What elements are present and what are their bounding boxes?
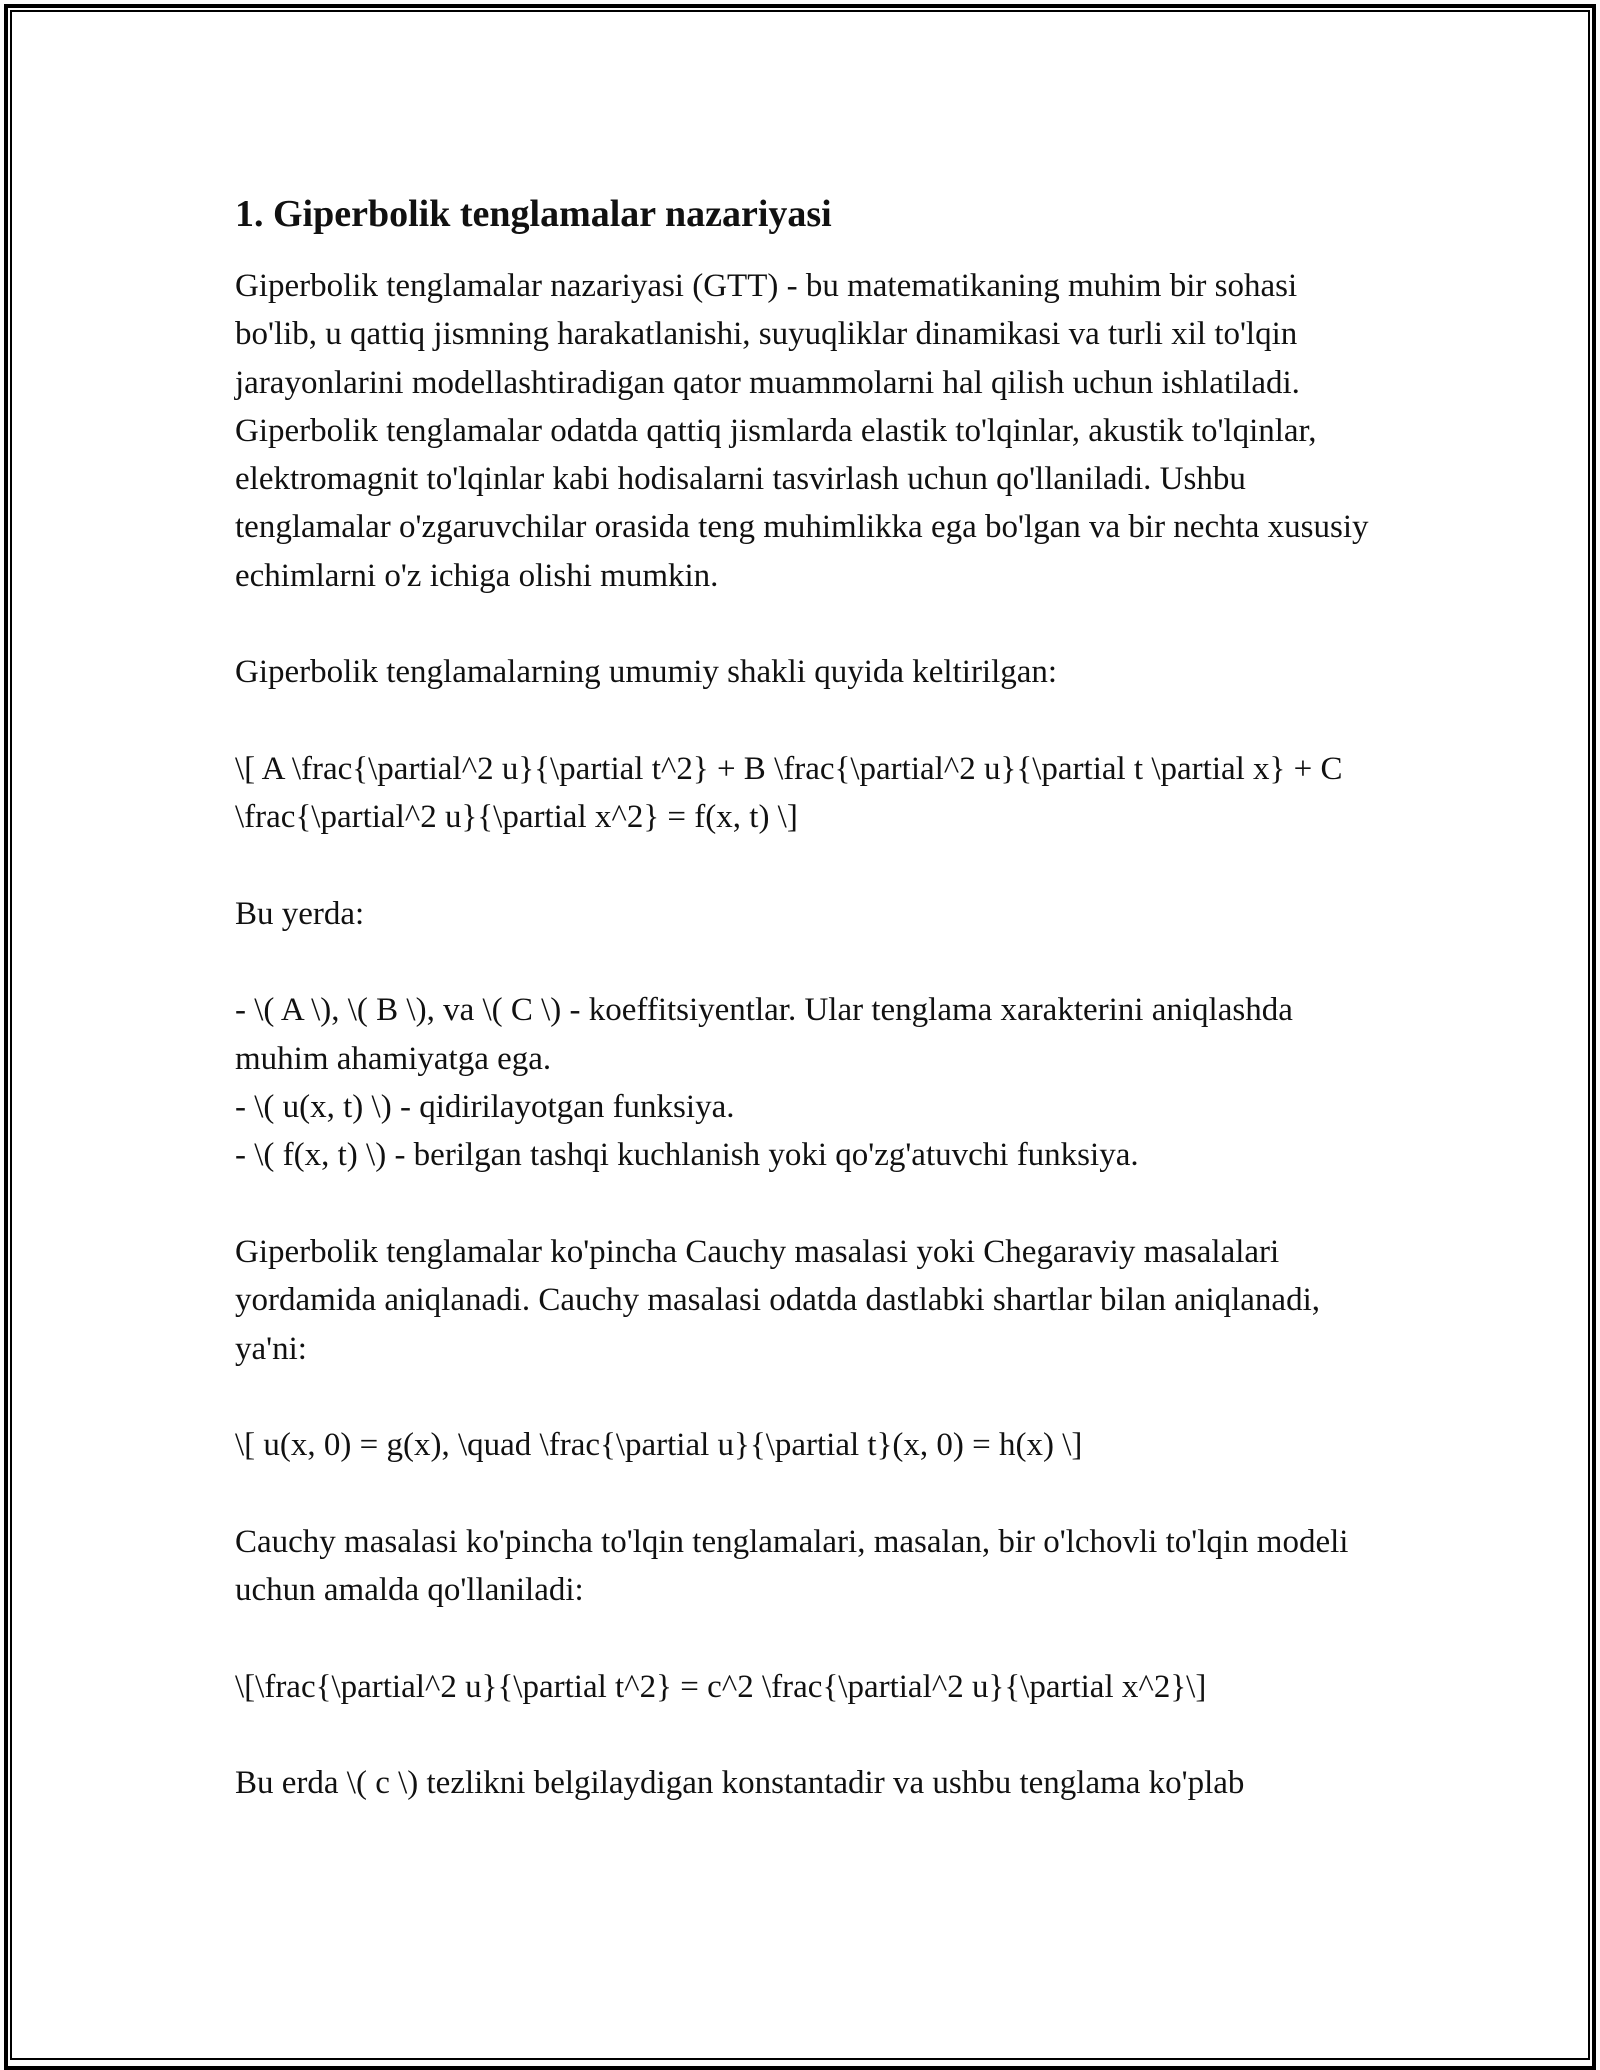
cauchy-paragraph: Giperbolik tenglamalar ko'pincha Cauchy masalasi yoki Chegaraviy masalalari yordamida aniqlanadi. Cauchy masalasi odatda dastlabki shartlar bilan aniqlanadi, ya'ni: [235, 1233, 1329, 1367]
paragraph-gap [235, 1469, 1375, 1517]
paragraph-gap [235, 842, 1375, 890]
initial-conditions-equation: \[ u(x, 0) = g(x), \quad \frac{\partial u}{\partial t}(x, 0) = h(x) \] [235, 1427, 1083, 1464]
paragraph-gap [235, 1614, 1375, 1662]
where-label: Bu yerda: [235, 895, 365, 932]
wave-equation: \[\frac{\partial^2 u}{\partial t^2} = c^2 \frac{\partial^2 u}{\partial x^2}\] [235, 1668, 1207, 1705]
definitions-list: - \( A \), \( B \), va \( C \) - koeffitsiyentlar. Ular tenglama xarakterini aniqlashda muhim ahamiyatga ega. - \( u(x, t) \) - qidirilayotgan funksiya. - \( f(x, t) \) - berilgan tashqi kuchlanish yoki qo'zg'atuvchi funksiya. [235, 992, 1293, 1174]
document-body [235, 188, 1375, 1808]
intro-paragraph: Giperbolik tenglamalar nazariyasi (GTT) - bu matematikaning muhim bir sohasi bo'lib, u qattiq jismning harakatlanishi, suyuqliklar dinamikasi va turli xil to'lqin jarayonlarini modellashtiradigan qator muammolarni hal qilish uchun ishlatiladi. Giperbolik tenglamalar odatda qattiq jismlarda elastik to'lqinlar, akustik to'lqinlar, elektromagnit to'lqinlar kabi hodisalarni tasvirlash uchun qo'llaniladi. Ushbu tenglamalar o'zgaruvchilar orasida teng muhimlikka ega bo'lgan va bir nechta xususiy echimlarni o'z ichiga olishi mumkin. [235, 268, 1377, 594]
paragraph-gap [235, 697, 1375, 745]
paragraph-gap [235, 1180, 1375, 1228]
paragraph-gap [235, 938, 1375, 986]
paragraph-gap [235, 1711, 1375, 1759]
closing-paragraph: Bu erda \( c \) tezlikni belgilaydigan konstantadir va ushbu tenglama ko'plab [235, 1765, 1245, 1802]
paragraph-gap [235, 600, 1375, 648]
wave-model-paragraph: Cauchy masalasi ko'pincha to'lqin tenglamalari, masalan, bir o'lchovli to'lqin modeli uchun amalda qo'llaniladi: [235, 1523, 1357, 1609]
paragraph-gap [235, 1373, 1375, 1421]
general-equation: \[ A \frac{\partial^2 u}{\partial t^2} + B \frac{\partial^2 u}{\partial t \partial x} + C \frac{\partial^2 u}{\partial x^2} = f(x, t) \] [235, 750, 1351, 836]
general-form-paragraph: Giperbolik tenglamalarning umumiy shakli quyida keltirilgan: [235, 654, 1058, 691]
section-heading: 1. Giperbolik tenglamalar nazariyasi [235, 193, 832, 235]
